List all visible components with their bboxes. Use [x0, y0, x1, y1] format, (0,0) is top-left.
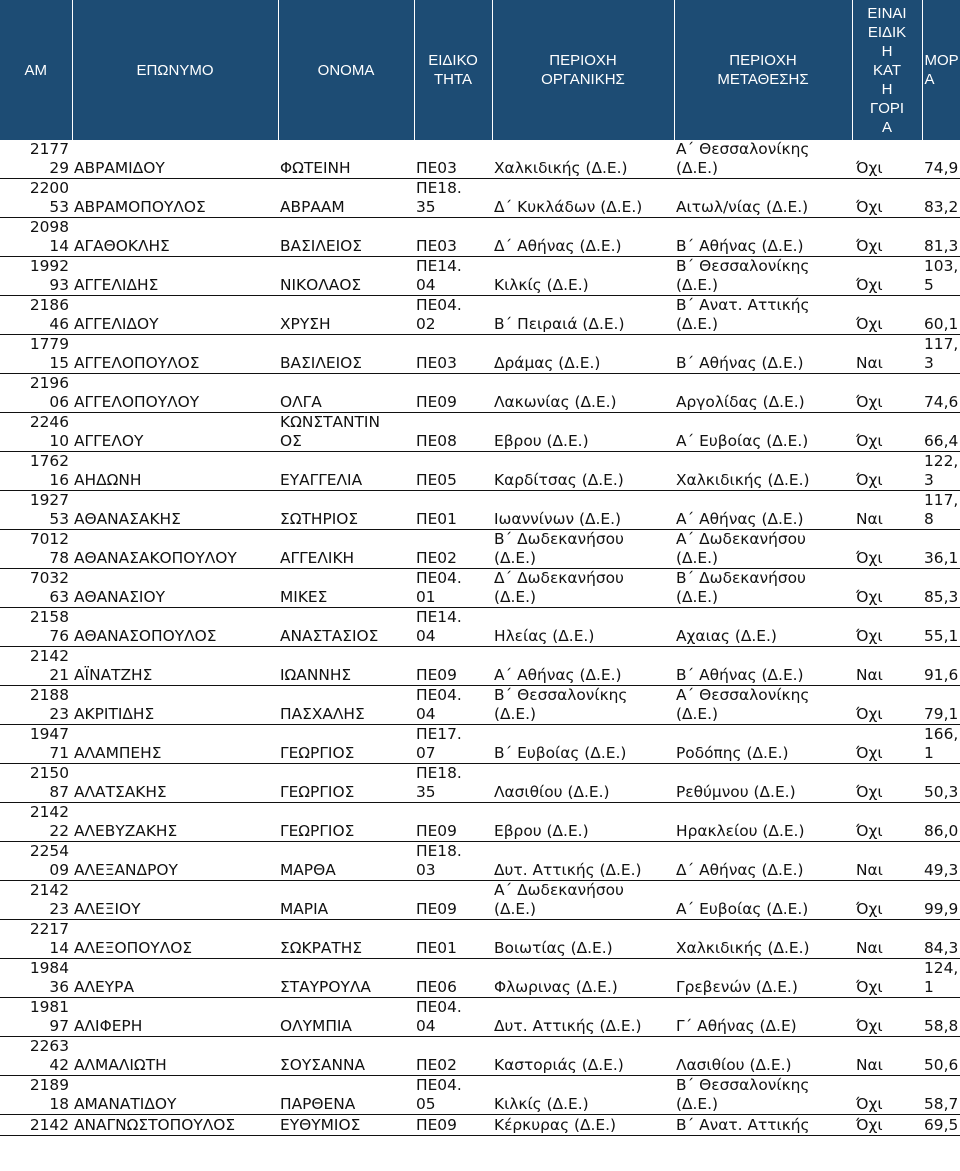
- cell-metathesis: Αργολίδας (Δ.Ε.): [674, 374, 852, 413]
- cell-moria: 74,9: [922, 140, 960, 179]
- cell-organikis: Δ΄ Δωδεκανήσου (Δ.Ε.): [492, 569, 674, 608]
- table-row: [0, 725, 960, 764]
- cell-organikis: Α΄ Δωδεκανήσου (Δ.Ε.): [492, 881, 674, 920]
- cell-onoma: ΣΩΤΗΡΙΟΣ: [278, 491, 414, 530]
- table-row: [0, 530, 960, 569]
- cell-am: 1992 93: [0, 257, 72, 296]
- table-row: [0, 803, 960, 842]
- cell-eidikotita: ΠΕ06: [414, 959, 492, 998]
- cell-organikis: Β΄ Πειραιά (Δ.Ε.): [492, 296, 674, 335]
- cell-metathesis: Β΄ Αθήνας (Δ.Ε.): [674, 218, 852, 257]
- cell-am: 1762 16: [0, 452, 72, 491]
- cell-organikis: Χαλκιδικής (Δ.Ε.): [492, 140, 674, 179]
- header-metathesis: ΠΕΡΙΟΧΗ ΜΕΤΑΘΕΣΗΣ: [674, 0, 852, 140]
- cell-eidikotita: ΠΕ04. 01: [414, 569, 492, 608]
- cell-onoma: ΠΑΡΘΕΝΑ: [278, 1076, 414, 1115]
- cell-am: 2142 21: [0, 647, 72, 686]
- cell-onoma: ΧΡΥΣΗ: [278, 296, 414, 335]
- cell-metathesis: Δ΄ Αθήνας (Δ.Ε.): [674, 842, 852, 881]
- table-row: [0, 1076, 960, 1115]
- table-row: [0, 647, 960, 686]
- cell-moria: 60,1: [922, 296, 960, 335]
- cell-moria: 55,1: [922, 608, 960, 647]
- cell-onoma: ΜΙΚΕΣ: [278, 569, 414, 608]
- cell-eponymo: ΑΓΓΕΛΙΔΟΥ: [72, 296, 278, 335]
- cell-onoma: ΑΓΓΕΛΙΚΗ: [278, 530, 414, 569]
- cell-onoma: ΕΥΘΥΜΙΟΣ: [278, 1115, 414, 1136]
- cell-eidikotita: ΠΕ18. 35: [414, 179, 492, 218]
- cell-metathesis: Α΄ Ευβοίας (Δ.Ε.): [674, 413, 852, 452]
- cell-moria: 69,5: [922, 1115, 960, 1136]
- cell-eponymo: ΑΛΜΑΛΙΩΤΗ: [72, 1037, 278, 1076]
- cell-metathesis: Β΄ Δωδεκανήσου (Δ.Ε.): [674, 569, 852, 608]
- table-row: [0, 881, 960, 920]
- cell-onoma: ΠΑΣΧΑΛΗΣ: [278, 686, 414, 725]
- cell-onoma: ΝΙΚΟΛΑΟΣ: [278, 257, 414, 296]
- cell-eidiki-katigoria: Όχι: [852, 959, 922, 998]
- cell-eidikotita: ΠΕ02: [414, 1037, 492, 1076]
- cell-metathesis: Γρεβενών (Δ.Ε.): [674, 959, 852, 998]
- header-am: ΑΜ: [0, 0, 72, 140]
- cell-eidikotita: ΠΕ03: [414, 218, 492, 257]
- cell-eidikotita: ΠΕ17. 07: [414, 725, 492, 764]
- cell-am: 1984 36: [0, 959, 72, 998]
- cell-moria: 99,9: [922, 881, 960, 920]
- cell-eidikotita: ΠΕ08: [414, 413, 492, 452]
- cell-moria: 117, 3: [922, 335, 960, 374]
- cell-metathesis: Γ΄ Αθήνας (Δ.Ε): [674, 998, 852, 1037]
- cell-eponymo: ΑΒΡΑΜΟΠΟΥΛΟΣ: [72, 179, 278, 218]
- cell-onoma: ΕΥΑΓΓΕΛΙΑ: [278, 452, 414, 491]
- cell-eidikotita: ΠΕ09: [414, 803, 492, 842]
- table-row: [0, 335, 960, 374]
- table-row: [0, 218, 960, 257]
- header-onoma: ΟΝΟΜΑ: [278, 0, 414, 140]
- table-row: [0, 452, 960, 491]
- cell-am: 2142 23: [0, 881, 72, 920]
- table-row: [0, 842, 960, 881]
- cell-am: 2263 42: [0, 1037, 72, 1076]
- cell-eponymo: ΑΪΝΑΤΖΗΣ: [72, 647, 278, 686]
- cell-moria: 58,8: [922, 998, 960, 1037]
- cell-eponymo: ΑΛΕΞΑΝΔΡΟΥ: [72, 842, 278, 881]
- cell-eidiki-katigoria: Όχι: [852, 179, 922, 218]
- cell-eponymo: ΑΓΓΕΛΙΔΗΣ: [72, 257, 278, 296]
- cell-moria: 103, 5: [922, 257, 960, 296]
- cell-organikis: Καστοριάς (Δ.Ε.): [492, 1037, 674, 1076]
- table-row: [0, 296, 960, 335]
- table-row: [0, 608, 960, 647]
- table-header-row: [0, 0, 960, 140]
- table-row: [0, 1037, 960, 1076]
- cell-eidikotita: ΠΕ09: [414, 374, 492, 413]
- cell-eponymo: ΑΜΑΝΑΤΙΔΟΥ: [72, 1076, 278, 1115]
- cell-moria: 86,0: [922, 803, 960, 842]
- cell-metathesis: Β΄ Θεσσαλονίκης (Δ.Ε.): [674, 257, 852, 296]
- cell-metathesis: Ηρακλείου (Δ.Ε.): [674, 803, 852, 842]
- cell-organikis: Εβρου (Δ.Ε.): [492, 803, 674, 842]
- cell-eponymo: ΑΚΡΙΤΙΔΗΣ: [72, 686, 278, 725]
- cell-eidiki-katigoria: Όχι: [852, 257, 922, 296]
- cell-am: 7012 78: [0, 530, 72, 569]
- cell-eidikotita: ΠΕ14. 04: [414, 257, 492, 296]
- cell-organikis: Ηλείας (Δ.Ε.): [492, 608, 674, 647]
- cell-eidikotita: ΠΕ01: [414, 920, 492, 959]
- cell-moria: 74,6: [922, 374, 960, 413]
- cell-eidikotita: ΠΕ04. 02: [414, 296, 492, 335]
- table-row: [0, 998, 960, 1037]
- cell-eidiki-katigoria: Όχι: [852, 998, 922, 1037]
- cell-metathesis: Α΄ Ευβοίας (Δ.Ε.): [674, 881, 852, 920]
- cell-organikis: Δράμας (Δ.Ε.): [492, 335, 674, 374]
- header-eponymo: ΕΠΩΝΥΜΟ: [72, 0, 278, 140]
- cell-eidiki-katigoria: Όχι: [852, 881, 922, 920]
- cell-organikis: Δ΄ Αθήνας (Δ.Ε.): [492, 218, 674, 257]
- cell-eponymo: ΑΒΡΑΜΙΔΟΥ: [72, 140, 278, 179]
- header-organikis: ΠΕΡΙΟΧΗ ΟΡΓΑΝΙΚΗΣ: [492, 0, 674, 140]
- cell-organikis: Β΄ Ευβοίας (Δ.Ε.): [492, 725, 674, 764]
- table-row: [0, 413, 960, 452]
- cell-eponymo: ΑΘΑΝΑΣΟΠΟΥΛΟΣ: [72, 608, 278, 647]
- cell-moria: 83,2: [922, 179, 960, 218]
- cell-organikis: Καρδίτσας (Δ.Ε.): [492, 452, 674, 491]
- cell-organikis: Ιωαννίνων (Δ.Ε.): [492, 491, 674, 530]
- table-row: [0, 374, 960, 413]
- cell-am: 2098 14: [0, 218, 72, 257]
- cell-eidikotita: ΠΕ09: [414, 881, 492, 920]
- cell-am: 2217 14: [0, 920, 72, 959]
- cell-organikis: Κιλκίς (Δ.Ε.): [492, 1076, 674, 1115]
- cell-organikis: Κιλκίς (Δ.Ε.): [492, 257, 674, 296]
- cell-organikis: Α΄ Αθήνας (Δ.Ε.): [492, 647, 674, 686]
- cell-eponymo: ΑΓΑΘΟΚΛΗΣ: [72, 218, 278, 257]
- cell-metathesis: Ρεθύμνου (Δ.Ε.): [674, 764, 852, 803]
- cell-eidiki-katigoria: Όχι: [852, 140, 922, 179]
- cell-eidikotita: ΠΕ18. 03: [414, 842, 492, 881]
- cell-moria: 81,3: [922, 218, 960, 257]
- cell-eidiki-katigoria: Όχι: [852, 374, 922, 413]
- cell-organikis: Δυτ. Αττικής (Δ.Ε.): [492, 842, 674, 881]
- cell-eidiki-katigoria: Όχι: [852, 764, 922, 803]
- cell-eponymo: ΑΓΓΕΛΟΥ: [72, 413, 278, 452]
- cell-eidikotita: ΠΕ09: [414, 647, 492, 686]
- cell-am: 2142: [0, 1115, 72, 1136]
- cell-am: 2196 06: [0, 374, 72, 413]
- cell-moria: 124, 1: [922, 959, 960, 998]
- cell-eidikotita: ΠΕ03: [414, 335, 492, 374]
- cell-onoma: ΓΕΩΡΓΙΟΣ: [278, 725, 414, 764]
- cell-metathesis: Β΄ Ανατ. Αττικής (Δ.Ε.): [674, 296, 852, 335]
- cell-organikis: Β΄ Δωδεκανήσου (Δ.Ε.): [492, 530, 674, 569]
- cell-eponymo: ΑΛΙΦΕΡΗ: [72, 998, 278, 1037]
- cell-organikis: Λακωνίας (Δ.Ε.): [492, 374, 674, 413]
- cell-organikis: Δ΄ Κυκλάδων (Δ.Ε.): [492, 179, 674, 218]
- cell-eidiki-katigoria: Ναι: [852, 491, 922, 530]
- cell-moria: 49,3: [922, 842, 960, 881]
- cell-eidiki-katigoria: Όχι: [852, 686, 922, 725]
- cell-eidikotita: ΠΕ04. 04: [414, 998, 492, 1037]
- cell-eidiki-katigoria: Όχι: [852, 218, 922, 257]
- cell-organikis: Βοιωτίας (Δ.Ε.): [492, 920, 674, 959]
- cell-eidikotita: ΠΕ05: [414, 452, 492, 491]
- cell-am: 1981 97: [0, 998, 72, 1037]
- cell-am: 2177 29: [0, 140, 72, 179]
- table-row: [0, 140, 960, 179]
- table-row: [0, 764, 960, 803]
- table-row: [0, 179, 960, 218]
- cell-onoma: ΣΩΚΡΑΤΗΣ: [278, 920, 414, 959]
- cell-eidikotita: ΠΕ03: [414, 140, 492, 179]
- cell-am: 2189 18: [0, 1076, 72, 1115]
- cell-metathesis: Χαλκιδικής (Δ.Ε.): [674, 452, 852, 491]
- cell-am: 1927 53: [0, 491, 72, 530]
- cell-metathesis: Α΄ Αθήνας (Δ.Ε.): [674, 491, 852, 530]
- cell-eponymo: ΑΓΓΕΛΟΠΟΥΛΟΣ: [72, 335, 278, 374]
- cell-onoma: ΙΩΑΝΝΗΣ: [278, 647, 414, 686]
- table-body: [0, 140, 960, 1136]
- cell-eidiki-katigoria: Όχι: [852, 608, 922, 647]
- cell-metathesis: Αιτωλ/νίας (Δ.Ε.): [674, 179, 852, 218]
- cell-metathesis: Αχαιας (Δ.Ε.): [674, 608, 852, 647]
- cell-eidiki-katigoria: Όχι: [852, 413, 922, 452]
- cell-eponymo: ΑΘΑΝΑΣΑΚΗΣ: [72, 491, 278, 530]
- cell-moria: 117, 8: [922, 491, 960, 530]
- cell-eponymo: ΑΛΑΜΠΕΗΣ: [72, 725, 278, 764]
- cell-onoma: ΜΑΡΘΑ: [278, 842, 414, 881]
- cell-am: 2142 22: [0, 803, 72, 842]
- header-eidikotita: ΕΙΔΙΚΟ ΤΗΤΑ: [414, 0, 492, 140]
- cell-eidiki-katigoria: Όχι: [852, 803, 922, 842]
- table-row: [0, 569, 960, 608]
- cell-am: 2150 87: [0, 764, 72, 803]
- cell-am: 7032 63: [0, 569, 72, 608]
- cell-onoma: ΣΤΑΥΡΟΥΛΑ: [278, 959, 414, 998]
- cell-eidiki-katigoria: Ναι: [852, 920, 922, 959]
- cell-eidiki-katigoria: Ναι: [852, 842, 922, 881]
- cell-eidiki-katigoria: Όχι: [852, 1115, 922, 1136]
- cell-eponymo: ΑΛΕΒΥΖΑΚΗΣ: [72, 803, 278, 842]
- cell-moria: 85,3: [922, 569, 960, 608]
- cell-eidikotita: ΠΕ01: [414, 491, 492, 530]
- cell-onoma: ΒΑΣΙΛΕΙΟΣ: [278, 218, 414, 257]
- cell-eidiki-katigoria: Όχι: [852, 452, 922, 491]
- cell-moria: 50,6: [922, 1037, 960, 1076]
- cell-eidiki-katigoria: Ναι: [852, 335, 922, 374]
- cell-moria: 66,4: [922, 413, 960, 452]
- cell-moria: 166, 1: [922, 725, 960, 764]
- cell-eponymo: ΑΓΓΕΛΟΠΟΥΛΟΥ: [72, 374, 278, 413]
- cell-onoma: ΣΟΥΣΑΝΝΑ: [278, 1037, 414, 1076]
- cell-metathesis: Ροδόπης (Δ.Ε.): [674, 725, 852, 764]
- cell-eponymo: ΑΗΔΩΝΗ: [72, 452, 278, 491]
- cell-am: 2188 23: [0, 686, 72, 725]
- cell-eidikotita: ΠΕ04. 04: [414, 686, 492, 725]
- cell-am: 2158 76: [0, 608, 72, 647]
- cell-am: 2186 46: [0, 296, 72, 335]
- cell-onoma: ΦΩΤΕΙΝΗ: [278, 140, 414, 179]
- cell-onoma: ΑΝΑΣΤΑΣΙΟΣ: [278, 608, 414, 647]
- cell-metathesis: Β΄ Αθήνας (Δ.Ε.): [674, 647, 852, 686]
- cell-eidikotita: ΠΕ09: [414, 1115, 492, 1136]
- cell-metathesis: Λασιθίου (Δ.Ε.): [674, 1037, 852, 1076]
- cell-eidikotita: ΠΕ04. 05: [414, 1076, 492, 1115]
- cell-eponymo: ΑΛΕΞΟΠΟΥΛΟΣ: [72, 920, 278, 959]
- cell-moria: 36,1: [922, 530, 960, 569]
- cell-eidiki-katigoria: Όχι: [852, 530, 922, 569]
- cell-metathesis: Α΄ Δωδεκανήσου (Δ.Ε.): [674, 530, 852, 569]
- cell-moria: 91,6: [922, 647, 960, 686]
- cell-eponymo: ΑΘΑΝΑΣΙΟΥ: [72, 569, 278, 608]
- table-row: [0, 959, 960, 998]
- cell-eidiki-katigoria: Ναι: [852, 1037, 922, 1076]
- cell-organikis: Δυτ. Αττικής (Δ.Ε.): [492, 998, 674, 1037]
- cell-onoma: ΒΑΣΙΛΕΙΟΣ: [278, 335, 414, 374]
- cell-eidiki-katigoria: Όχι: [852, 569, 922, 608]
- cell-metathesis: Χαλκιδικής (Δ.Ε.): [674, 920, 852, 959]
- cell-eidiki-katigoria: Ναι: [852, 647, 922, 686]
- cell-am: 2254 09: [0, 842, 72, 881]
- cell-organikis: Εβρου (Δ.Ε.): [492, 413, 674, 452]
- cell-organikis: Κέρκυρας (Δ.Ε.): [492, 1115, 674, 1136]
- cell-am: 1947 71: [0, 725, 72, 764]
- table-row: [0, 920, 960, 959]
- cell-organikis: Β΄ Θεσσαλονίκης (Δ.Ε.): [492, 686, 674, 725]
- cell-onoma: ΚΩΝΣΤΑΝΤΙΝ ΟΣ: [278, 413, 414, 452]
- cell-eidiki-katigoria: Όχι: [852, 296, 922, 335]
- cell-eponymo: ΑΛΕΞΙΟΥ: [72, 881, 278, 920]
- cell-organikis: Φλωρινας (Δ.Ε.): [492, 959, 674, 998]
- cell-eidiki-katigoria: Όχι: [852, 1076, 922, 1115]
- cell-metathesis: Β΄ Θεσσαλονίκης (Δ.Ε.): [674, 1076, 852, 1115]
- cell-eidiki-katigoria: Όχι: [852, 725, 922, 764]
- cell-moria: 58,7: [922, 1076, 960, 1115]
- cell-onoma: ΟΛΥΜΠΙΑ: [278, 998, 414, 1037]
- cell-moria: 122, 3: [922, 452, 960, 491]
- cell-metathesis: Β΄ Ανατ. Αττικής: [674, 1115, 852, 1136]
- table-row: [0, 257, 960, 296]
- cell-organikis: Λασιθίου (Δ.Ε.): [492, 764, 674, 803]
- header-moria: ΜΟΡ Α: [922, 0, 960, 140]
- cell-onoma: ΟΛΓΑ: [278, 374, 414, 413]
- cell-eidikotita: ΠΕ14. 04: [414, 608, 492, 647]
- header-eidiki-katigoria: ΕΙΝΑΙ ΕΙΔΙΚ Η ΚΑΤ Η ΓΟΡΙ Α: [852, 0, 922, 140]
- cell-am: 2200 53: [0, 179, 72, 218]
- table-row: [0, 491, 960, 530]
- cell-eponymo: ΑΘΑΝΑΣΑΚΟΠΟΥΛΟΥ: [72, 530, 278, 569]
- cell-eponymo: ΑΝΑΓΝΩΣΤΟΠΟΥΛΟΣ: [72, 1115, 278, 1136]
- cell-moria: 84,3: [922, 920, 960, 959]
- cell-eidikotita: ΠΕ18. 35: [414, 764, 492, 803]
- cell-eponymo: ΑΛΕΥΡΑ: [72, 959, 278, 998]
- cell-onoma: ΓΕΩΡΓΙΟΣ: [278, 803, 414, 842]
- cell-moria: 50,3: [922, 764, 960, 803]
- cell-onoma: ΜΑΡΙΑ: [278, 881, 414, 920]
- cell-am: 1779 15: [0, 335, 72, 374]
- cell-am: 2246 10: [0, 413, 72, 452]
- cell-metathesis: Α΄ Θεσσαλονίκης (Δ.Ε.): [674, 140, 852, 179]
- cell-onoma: ΑΒΡΑΑΜ: [278, 179, 414, 218]
- cell-eponymo: ΑΛΑΤΣΑΚΗΣ: [72, 764, 278, 803]
- cell-moria: 79,1: [922, 686, 960, 725]
- cell-eidikotita: ΠΕ02: [414, 530, 492, 569]
- cell-metathesis: Α΄ Θεσσαλονίκης (Δ.Ε.): [674, 686, 852, 725]
- cell-onoma: ΓΕΩΡΓΙΟΣ: [278, 764, 414, 803]
- table-row: [0, 1115, 960, 1136]
- table-row: [0, 686, 960, 725]
- cell-metathesis: Β΄ Αθήνας (Δ.Ε.): [674, 335, 852, 374]
